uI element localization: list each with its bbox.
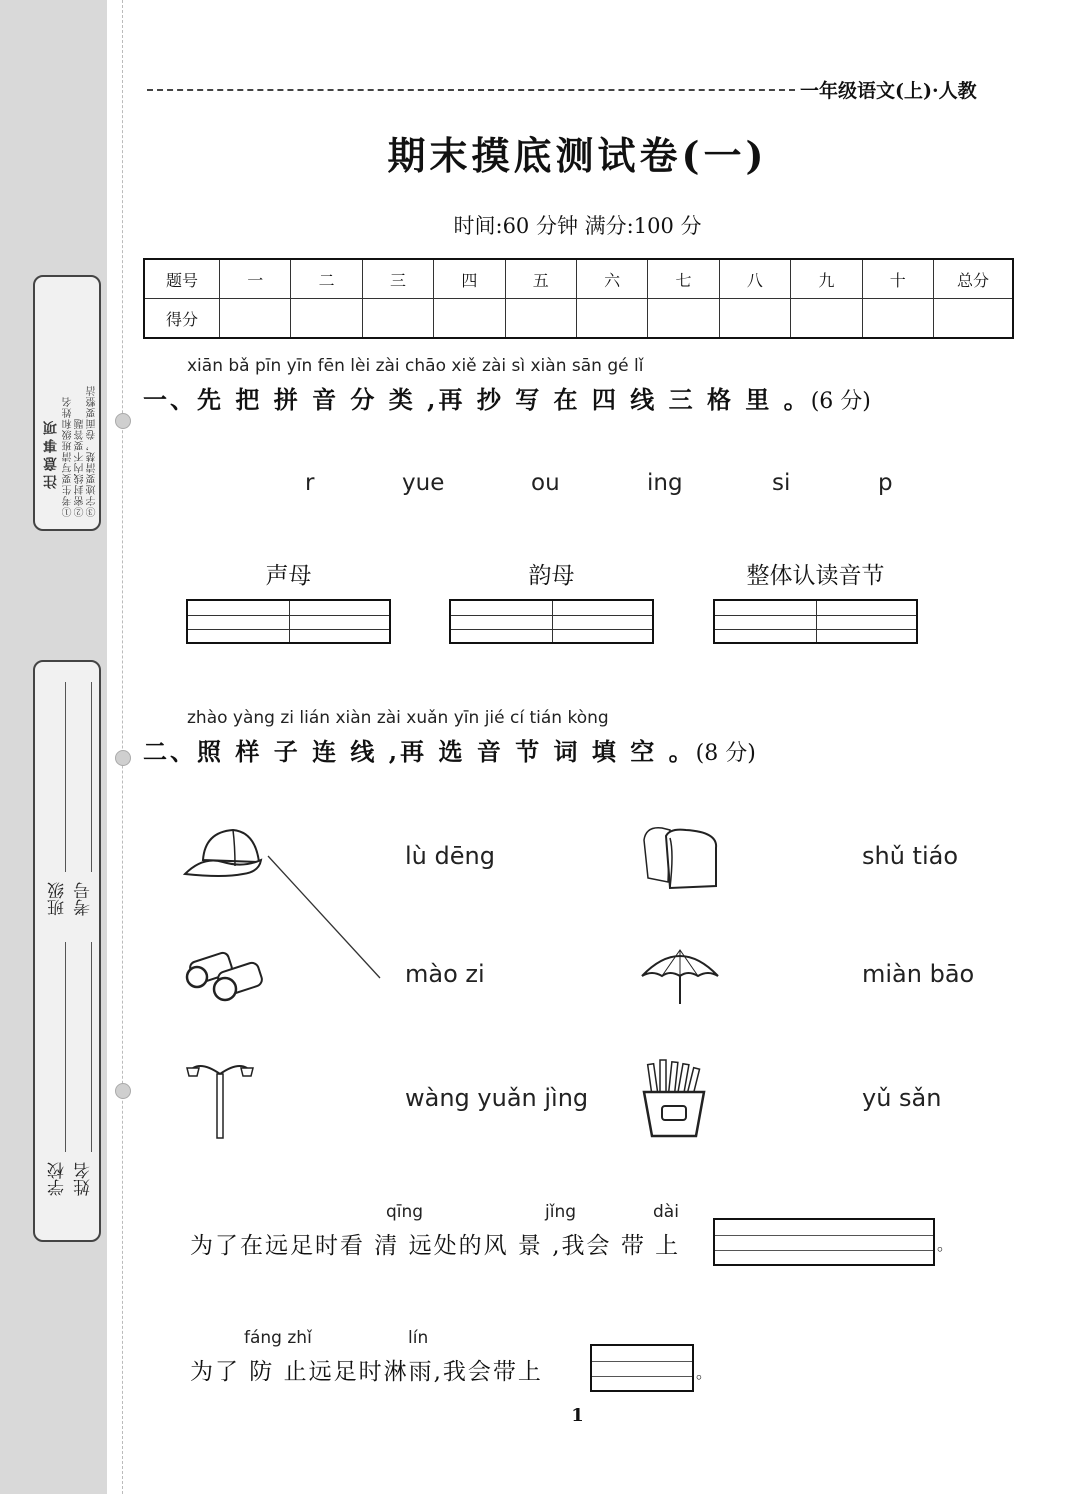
q2-points: (8 分) xyxy=(695,741,756,766)
q2-pinyin: zhào yàng zi lián xiàn zài xuǎn yīn jié cí tián kòng xyxy=(187,708,609,728)
score-value-row xyxy=(144,299,1013,339)
bread-icon[interactable] xyxy=(640,824,722,892)
exam-number-label: 考号 xyxy=(74,882,94,916)
exam-number-blank[interactable] xyxy=(91,682,92,872)
sentence1-text: 为了在远足时看 清 远处的风 景 ,我会 带 上 xyxy=(190,1233,681,1259)
q1-heading xyxy=(143,380,871,415)
writing-grid-initials[interactable] xyxy=(186,599,391,644)
note-2: ②密封线内不要答题 xyxy=(75,418,86,517)
syllable-ing: ing xyxy=(647,470,683,496)
score-cell[interactable] xyxy=(505,299,576,339)
score-header-cell: 五 xyxy=(505,259,576,299)
writing-grid-finals[interactable] xyxy=(449,599,654,644)
score-header-cell: 八 xyxy=(719,259,790,299)
score-header-cell: 题号 xyxy=(144,259,220,299)
sentence1-pinyin-jing: jǐng xyxy=(545,1202,577,1222)
score-cell[interactable] xyxy=(648,299,719,339)
student-info-box xyxy=(33,660,101,1242)
writing-grid-whole-syllables[interactable] xyxy=(713,599,918,644)
sentence1-pinyin-qing: qīng xyxy=(386,1202,424,1222)
class-label: 班级 xyxy=(48,882,68,916)
binding-hole xyxy=(115,750,131,766)
score-cell[interactable] xyxy=(791,299,862,339)
sentence2-pinyin-lin: lín xyxy=(408,1328,429,1348)
score-header-cell: 九 xyxy=(791,259,862,299)
school-blank[interactable] xyxy=(65,942,66,1152)
binoculars-icon[interactable] xyxy=(183,947,267,1003)
page-title: 期末摸底测试卷(一) xyxy=(387,133,768,178)
word-shu-tiao[interactable]: shǔ tiáo xyxy=(862,842,959,870)
binding-hole xyxy=(115,1083,131,1099)
street-lamp-icon[interactable] xyxy=(183,1058,259,1140)
sentence2-end: 。 xyxy=(696,1363,715,1382)
name-blank[interactable] xyxy=(91,942,92,1152)
note-3: ③字迹要清楚，卷面要整洁 xyxy=(87,385,98,517)
q1-pinyin: xiān bǎ pīn yīn fēn lèi zài chāo xiě zài sì xiàn sān gé lǐ xyxy=(187,356,644,376)
score-cell[interactable] xyxy=(362,299,433,339)
syllable-si: si xyxy=(772,470,791,496)
word-lu-deng[interactable]: lù dēng xyxy=(405,842,495,870)
sentence2-text: 为了 防 止远足时淋雨,我会带上 xyxy=(190,1359,543,1385)
word-mian-bao[interactable]: miàn bāo xyxy=(862,960,975,988)
category-initials: 声母 xyxy=(265,563,312,589)
syllable-r: r xyxy=(305,470,315,496)
syllable-yue: yue xyxy=(402,470,445,496)
sentence2-pinyin-fang-zhi: fáng zhǐ xyxy=(244,1328,312,1348)
school-label: 学校 xyxy=(48,1162,68,1196)
page-number: 1 xyxy=(571,1405,584,1426)
score-cell[interactable] xyxy=(719,299,790,339)
name-label: 姓名 xyxy=(74,1162,94,1196)
score-header-cell: 一 xyxy=(220,259,291,299)
score-header-cell: 三 xyxy=(362,259,433,299)
score-header-cell: 四 xyxy=(434,259,505,299)
q2-text: 二、照 样 子 连 线 ,再 选 音 节 词 填 空 。 xyxy=(143,737,696,766)
score-header-cell: 十 xyxy=(862,259,933,299)
french-fries-icon[interactable] xyxy=(640,1058,710,1140)
score-row-label: 得分 xyxy=(144,299,220,339)
example-connection-line xyxy=(266,854,386,984)
syllable-ou: ou xyxy=(531,470,560,496)
binding-hole xyxy=(115,413,131,429)
score-cell[interactable] xyxy=(220,299,291,339)
word-mao-zi[interactable]: mào zi xyxy=(405,960,485,988)
header-dashline xyxy=(147,89,795,91)
score-header-cell: 六 xyxy=(576,259,647,299)
notes-box xyxy=(33,275,101,531)
category-finals: 韵母 xyxy=(528,563,575,589)
notes-label: 注意事项 xyxy=(43,417,59,489)
score-header-cell: 总分 xyxy=(934,259,1014,299)
sentence1-answer-box[interactable] xyxy=(713,1218,935,1266)
hat-icon[interactable] xyxy=(183,826,267,886)
q1-text: 一、先 把 拼 音 分 类 ,再 抄 写 在 四 线 三 格 里 。 xyxy=(143,385,811,414)
score-cell[interactable] xyxy=(291,299,362,339)
score-header-cell: 二 xyxy=(291,259,362,299)
exam-info: 时间:60 分钟 满分:100 分 xyxy=(453,214,702,238)
score-cell[interactable] xyxy=(434,299,505,339)
score-header-row xyxy=(144,259,1013,299)
q1-points: (6 分) xyxy=(810,389,871,414)
word-wang-yuan-jing[interactable]: wàng yuǎn jìng xyxy=(405,1084,589,1112)
score-cell[interactable] xyxy=(862,299,933,339)
category-whole-syllables: 整体认读音节 xyxy=(746,563,885,589)
score-cell[interactable] xyxy=(934,299,1014,339)
score-table xyxy=(143,258,1014,339)
syllable-p: p xyxy=(878,470,893,496)
umbrella-icon[interactable] xyxy=(640,944,720,1008)
score-header-cell: 七 xyxy=(648,259,719,299)
class-blank[interactable] xyxy=(65,682,66,872)
sentence1-end: 。 xyxy=(937,1235,956,1254)
note-1: ①考生要写清班级和姓名 xyxy=(63,396,74,517)
subject-label: 一年级语文(上)·人教 xyxy=(800,80,977,102)
score-cell[interactable] xyxy=(576,299,647,339)
sentence2-answer-box[interactable] xyxy=(590,1344,694,1392)
word-yu-san[interactable]: yǔ sǎn xyxy=(862,1084,942,1112)
sentence1-pinyin-dai: dài xyxy=(653,1202,679,1222)
q2-heading xyxy=(143,732,756,767)
